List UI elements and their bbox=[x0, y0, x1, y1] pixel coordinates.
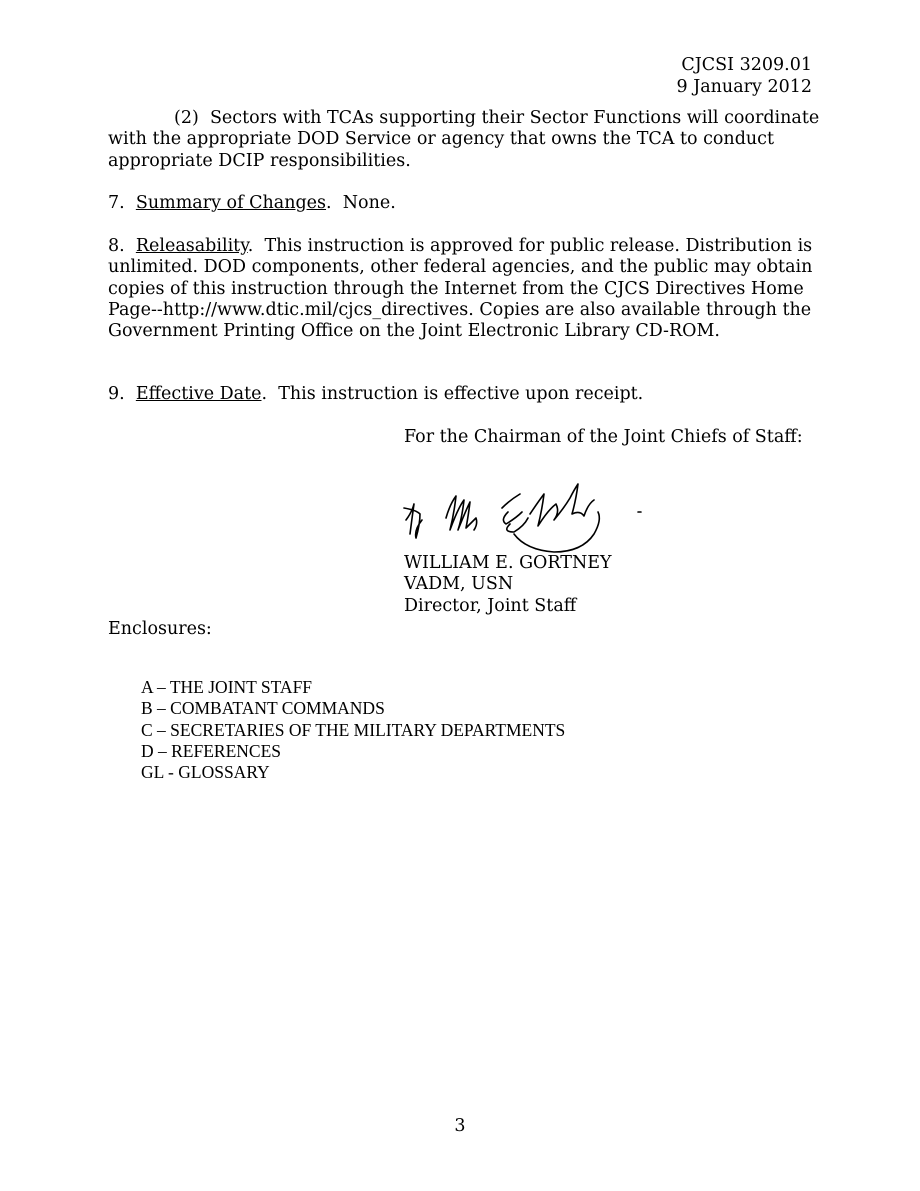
enclosure-item: C – SECRETARIES OF THE MILITARY DEPARTMENTS bbox=[141, 719, 566, 740]
section-text: This instruction is effective upon receipt. bbox=[278, 384, 644, 404]
signatory-block bbox=[404, 553, 612, 617]
signatory-title: Director, Joint Staff bbox=[404, 595, 577, 616]
section-number: 9. bbox=[108, 384, 125, 404]
document-number: CJCSI 3209.01 bbox=[681, 55, 812, 75]
page-header bbox=[677, 54, 812, 98]
enclosure-item: A – THE JOINT STAFF bbox=[141, 677, 313, 697]
signature-for-line: For the Chairman of the Joint Chiefs of Staff: bbox=[404, 427, 803, 447]
section-title: Effective Date bbox=[135, 384, 262, 404]
section-9: 9. Effective Date. This instruction is effective upon receipt. bbox=[108, 384, 644, 404]
section-title: Releasability bbox=[135, 236, 248, 256]
handwritten-signature bbox=[398, 474, 648, 558]
subparagraph-label: (2) bbox=[174, 108, 199, 128]
section-title: Summary of Changes bbox=[135, 193, 327, 213]
enclosures-list bbox=[141, 677, 565, 783]
enclosure-item: D – REFERENCES bbox=[141, 740, 282, 761]
page-number: 3 bbox=[454, 1116, 466, 1136]
document-date: 9 January 2012 bbox=[676, 77, 812, 97]
enclosure-item: GL - GLOSSARY bbox=[141, 762, 270, 783]
enclosures-heading: Enclosures: bbox=[108, 619, 212, 639]
paragraph-text: Sectors with TCAs supporting their Sector Functions will coordinate with the appropriate DOD Service or agency that owns the TCA to conduct appropriate DCIP responsibilities. bbox=[108, 108, 820, 171]
signatory-name: WILLIAM E. GORTNEY bbox=[404, 553, 612, 573]
signatory-rank: VADM, USN bbox=[404, 574, 514, 595]
enclosure-item: B – COMBATANT COMMANDS bbox=[141, 698, 385, 719]
section-7: 7. Summary of Changes. None. bbox=[108, 193, 396, 213]
section-number: 7. bbox=[108, 193, 125, 213]
section-number: 8. bbox=[108, 236, 125, 256]
section-8: 8. Releasability. This instruction is approved for public release. Distribution is unlimited. DOD components, other federal agencies, and the public may obtain copies of this instruction through the Internet from the CJCS Directives Home Page--http://www.dtic.mil/cjcs_directives. Copies are also available through the Government Printing Office on the Joint Electronic Library CD-ROM. bbox=[108, 236, 813, 342]
section-text: This instruction is approved for public release. Distribution is unlimited. DOD components, other federal agencies, and the public may obtain copies of this instruction through the Internet from the CJCS Directives Home Page--http://www.dtic.mil/cjcs_directives. Copies are also available through the Government Printing Office on the Joint Electronic Library CD-ROM. bbox=[108, 236, 813, 342]
section-text: None. bbox=[342, 193, 396, 213]
paragraph-6-2 bbox=[108, 108, 820, 172]
